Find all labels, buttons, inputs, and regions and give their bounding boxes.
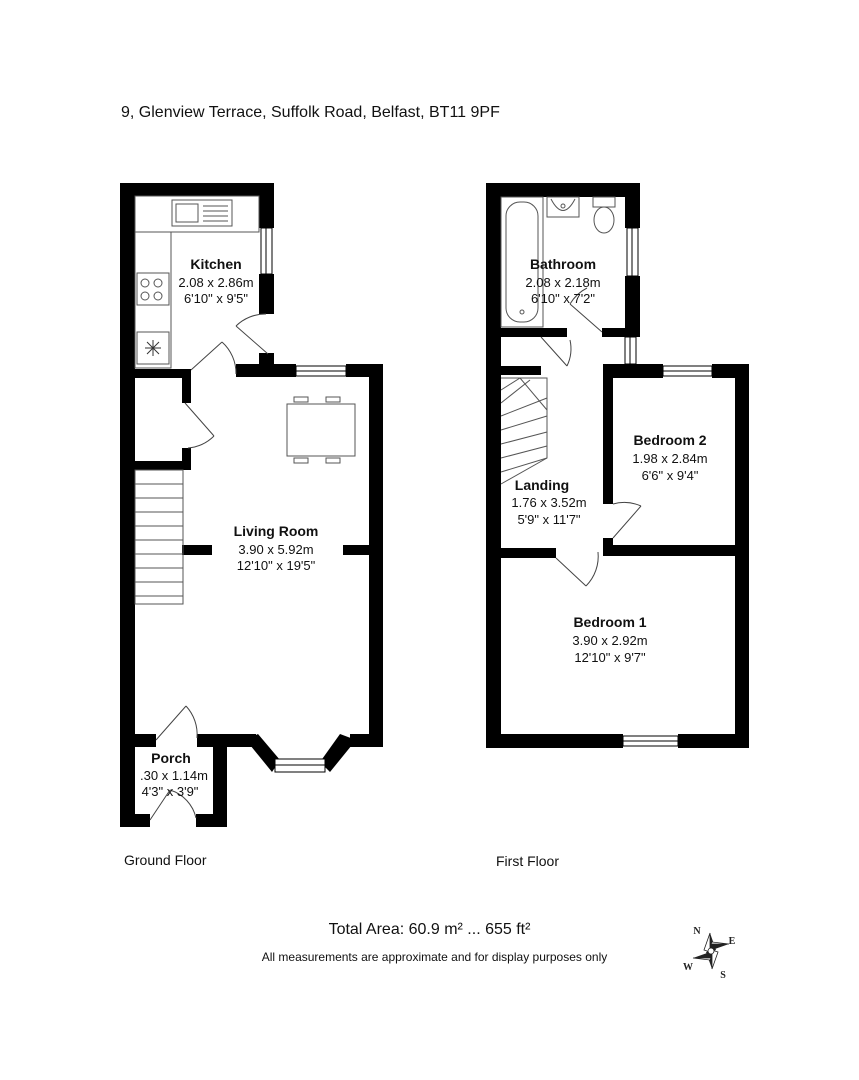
compass-s: S xyxy=(720,970,726,981)
wall xyxy=(486,734,623,748)
room-metric: 1.98 x 2.84m xyxy=(632,451,708,466)
room-imperial: 4'3" x 3'9" xyxy=(141,784,199,799)
room-name: Porch xyxy=(151,750,191,766)
wall xyxy=(196,814,226,827)
room-metric: .30 x 1.14m xyxy=(140,768,208,783)
wall xyxy=(182,369,191,403)
wall xyxy=(236,364,296,377)
staircase xyxy=(501,378,547,484)
washbasin xyxy=(547,197,579,217)
wall xyxy=(120,369,191,378)
wall xyxy=(120,183,274,196)
room-imperial: 5'9" x 11'7" xyxy=(517,512,581,527)
wall xyxy=(259,183,274,228)
wall xyxy=(369,364,383,747)
floor-label-first: First Floor xyxy=(496,853,559,869)
door xyxy=(236,314,268,354)
room-name: Bathroom xyxy=(529,256,597,272)
door xyxy=(191,342,236,374)
wall xyxy=(678,734,749,748)
room-imperial: 6'10" x 7'2" xyxy=(530,291,596,306)
wall xyxy=(486,328,567,337)
wall xyxy=(486,183,640,197)
first-floor-plan xyxy=(486,183,749,748)
room-name: Bedroom 2 xyxy=(633,432,707,448)
wall xyxy=(197,734,227,747)
door xyxy=(556,552,598,586)
door xyxy=(541,337,571,366)
wall xyxy=(182,545,212,555)
room-metric: 3.90 x 2.92m xyxy=(572,633,648,648)
disclaimer: All measurements are approximate and for display purposes only xyxy=(261,950,608,964)
staircase xyxy=(135,470,183,604)
wall xyxy=(259,274,274,314)
total-area: Total Area: 60.9 m² ... 655 ft² xyxy=(328,921,531,938)
toilet xyxy=(593,197,615,233)
compass-w: W xyxy=(683,962,693,973)
wall xyxy=(603,545,749,556)
wall xyxy=(120,461,191,470)
room-imperial: 6'6" x 9'4" xyxy=(641,468,699,483)
room-name: Landing xyxy=(514,477,570,493)
wall xyxy=(120,814,150,827)
ground-floor-plan xyxy=(120,183,383,827)
snowflake-icon xyxy=(145,340,161,356)
door xyxy=(613,502,641,538)
room-name: Bedroom 1 xyxy=(573,614,647,630)
wall xyxy=(602,328,640,337)
wall xyxy=(603,364,613,504)
room-metric: 2.08 x 2.86m xyxy=(178,275,254,290)
wall xyxy=(120,734,156,747)
room-name: Living Room xyxy=(233,523,319,539)
dining-table xyxy=(287,397,355,463)
wall xyxy=(625,276,640,332)
kitchen-counter xyxy=(135,196,259,232)
sink-bowl xyxy=(176,204,198,222)
wall xyxy=(486,366,541,375)
door xyxy=(185,403,214,448)
wall xyxy=(343,545,383,555)
property-address: 9, Glenview Terrace, Suffolk Road, Belfast, BT11 9PF xyxy=(121,104,500,121)
room-metric: 2.08 x 2.18m xyxy=(525,275,601,290)
room-name: Kitchen xyxy=(190,256,242,272)
wall xyxy=(625,183,640,228)
compass-e: E xyxy=(728,936,736,947)
room-imperial: 6'10" x 9'5" xyxy=(183,291,249,306)
wall xyxy=(486,183,501,748)
room-imperial: 12'10" x 19'5" xyxy=(236,558,316,573)
wall xyxy=(486,548,556,558)
room-metric: 3.90 x 5.92m xyxy=(238,542,314,557)
compass-n: N xyxy=(693,926,701,937)
hob xyxy=(137,273,169,305)
room-imperial: 12'10" x 9'7" xyxy=(574,650,646,665)
room-metric: 1.76 x 3.52m xyxy=(511,495,587,510)
floor-label-ground: Ground Floor xyxy=(124,852,207,868)
wall xyxy=(120,183,135,827)
door xyxy=(156,706,197,740)
wall xyxy=(213,734,227,827)
